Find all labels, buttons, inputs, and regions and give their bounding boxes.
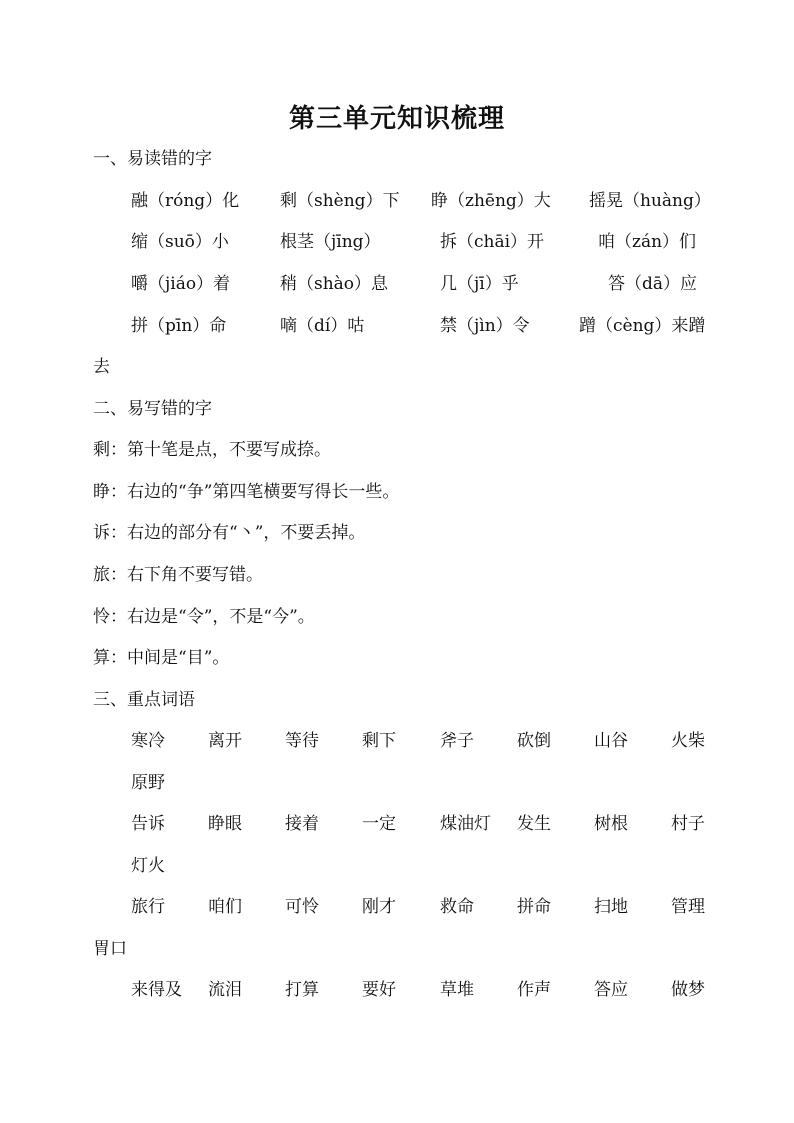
pinyin-item: 融（róng）化: [131, 191, 240, 211]
pinyin-item: 缩（suō）小: [131, 232, 229, 252]
vocab-word: 扫地: [594, 897, 628, 917]
vocab-word: 发生: [517, 814, 551, 834]
vocab-word: 接着: [285, 814, 319, 834]
writing-note: 剩：第十笔是点，不要写成捺。: [93, 440, 331, 460]
writing-note: 旅：右下角不要写错。: [93, 565, 263, 585]
writing-note: 算：中间是“目”。: [93, 648, 230, 668]
vocab-word: 斧子: [440, 731, 474, 751]
section-heading-vocabulary: 三、重点词语: [93, 690, 195, 710]
vocab-word: 煤油灯: [440, 814, 491, 834]
pinyin-item: 剩（shèng）下: [280, 191, 400, 211]
vocab-word: 剩下: [362, 731, 396, 751]
vocab-word: 灯火: [131, 856, 165, 876]
pinyin-item: 禁（jìn）令: [440, 316, 530, 336]
pinyin-item: 嚼（jiáo）着: [131, 274, 231, 294]
vocab-word: 原野: [131, 773, 165, 793]
pinyin-row: [0, 272, 794, 296]
pinyin-item: 根茎（jīng）: [280, 232, 381, 252]
vocab-word: 寒冷: [131, 731, 165, 751]
pinyin-item: 摇晃（huàng）: [589, 191, 711, 211]
vocab-word: 可怜: [285, 897, 319, 917]
writing-note: 睁：右边的“争”第四笔横要写得长一些。: [93, 482, 400, 502]
pinyin-row: [0, 230, 794, 254]
vocab-word: 砍倒: [517, 731, 551, 751]
vocab-word: 来得及: [131, 980, 182, 1000]
pinyin-row: [0, 314, 794, 338]
pinyin-item: 蹭（cèng）来蹭: [579, 316, 706, 336]
vocab-word: 树根: [594, 814, 628, 834]
pinyin-item: 咱（zán）们: [598, 232, 697, 252]
vocab-word: 村子: [671, 814, 705, 834]
vocab-word: 救命: [440, 897, 474, 917]
vocab-word: 睁眼: [208, 814, 242, 834]
vocab-word: 草堆: [440, 980, 474, 1000]
vocab-word: 做梦: [671, 980, 705, 1000]
vocab-word: 打算: [285, 980, 319, 1000]
vocab-word: 拼命: [517, 897, 551, 917]
pinyin-item: 拼（pīn）命: [131, 316, 227, 336]
writing-note: 诉：右边的部分有“丶”，不要丢掉。: [93, 523, 366, 543]
vocab-word: 旅行: [131, 897, 165, 917]
vocab-word: 答应: [594, 980, 628, 1000]
pinyin-item: 答（dā）应: [608, 274, 698, 294]
pinyin-row: [0, 189, 794, 213]
vocab-word: 作声: [517, 980, 551, 1000]
writing-note: 怜：右边是“令”，不是“今”。: [93, 607, 315, 627]
vocab-word: 要好: [362, 980, 396, 1000]
vocab-word: 胃口: [93, 939, 127, 959]
vocab-word: 刚才: [362, 897, 396, 917]
vocab-word: 等待: [285, 731, 319, 751]
vocab-word: 咱们: [208, 897, 242, 917]
vocab-row: [0, 812, 794, 836]
vocab-word: 一定: [362, 814, 396, 834]
vocab-word: 管理: [671, 897, 705, 917]
section-heading-writing: 二、易写错的字: [93, 399, 212, 419]
section-heading-reading: 一、易读错的字: [93, 149, 212, 169]
pinyin-item: 稍（shào）息: [280, 274, 389, 294]
vocab-row: [0, 978, 794, 1002]
vocab-word: 告诉: [131, 814, 165, 834]
pinyin-item: 睁（zhēng）大: [431, 191, 551, 211]
vocab-word: 离开: [208, 731, 242, 751]
wrapped-text: 去: [93, 357, 110, 377]
pinyin-item: 嘀（dí）咕: [280, 316, 365, 336]
vocab-word: 山谷: [594, 731, 628, 751]
vocab-row: [0, 729, 794, 753]
vocab-word: 火柴: [671, 731, 705, 751]
page-title: 第三单元知识梳理: [288, 104, 505, 134]
pinyin-item: 几（jī）乎: [440, 274, 519, 294]
pinyin-item: 拆（chāi）开: [440, 232, 545, 252]
vocab-word: 流泪: [208, 980, 242, 1000]
vocab-row: [0, 895, 794, 919]
